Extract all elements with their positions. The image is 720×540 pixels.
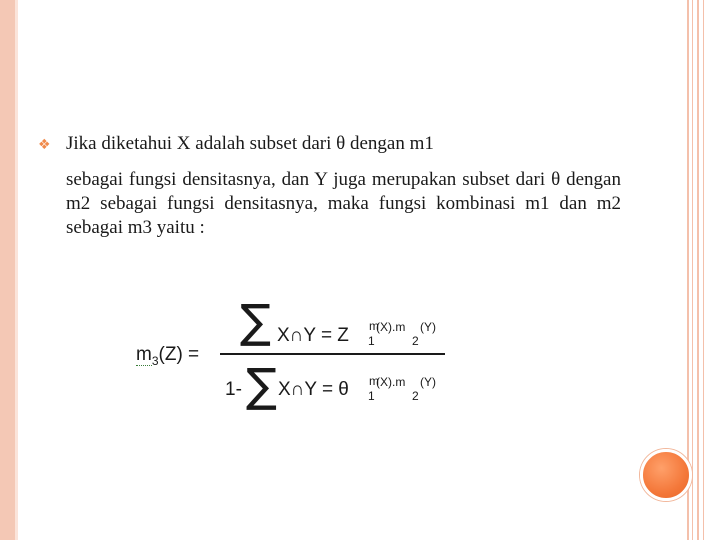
den-sup-end: (Y)	[420, 375, 436, 389]
bullet-first-line: Jika diketahui X adalah subset dari θ dengan m1	[66, 133, 434, 154]
den-sup-mid: (X).m	[376, 375, 406, 389]
numerator-expression: X∩Y = Z	[277, 325, 349, 346]
bullet-paragraph: sebagai fungsi densitasnya, dan Y juga merupakan subset dari θ dengan m2 sebagai fungsi densitasnya, maka fungsi kombinasi m1 dan m2 sebagai m3 yaitu :	[66, 169, 621, 238]
denominator-prefix: 1-	[225, 379, 242, 400]
decorative-orange-circle	[640, 449, 692, 501]
fraction-bar	[220, 353, 445, 355]
lhs-subscript: 3	[151, 353, 159, 368]
num-sup-mid: (X).m	[376, 320, 406, 334]
num-sup-2: 2	[412, 334, 419, 348]
lhs-m: m	[136, 344, 152, 365]
diamond-bullet-icon: ❖	[38, 137, 51, 153]
left-decorative-stripe	[0, 0, 18, 540]
formula-lhs	[136, 344, 199, 368]
numerator-sigma-icon: ∑	[240, 294, 271, 348]
den-sup-1: 1	[368, 389, 375, 403]
den-sup-m: m	[369, 374, 379, 388]
combination-formula	[130, 292, 460, 422]
num-sup-1: 1	[368, 334, 375, 348]
num-sup-m: m	[369, 319, 379, 333]
right-decorative-lines	[684, 0, 720, 540]
num-sup-end: (Y)	[420, 320, 436, 334]
denominator-expression: X∩Y = θ	[278, 379, 349, 400]
denominator-sigma-icon: ∑	[246, 358, 277, 412]
lhs-rest: (Z) =	[158, 344, 200, 365]
den-sup-2: 2	[412, 389, 419, 403]
